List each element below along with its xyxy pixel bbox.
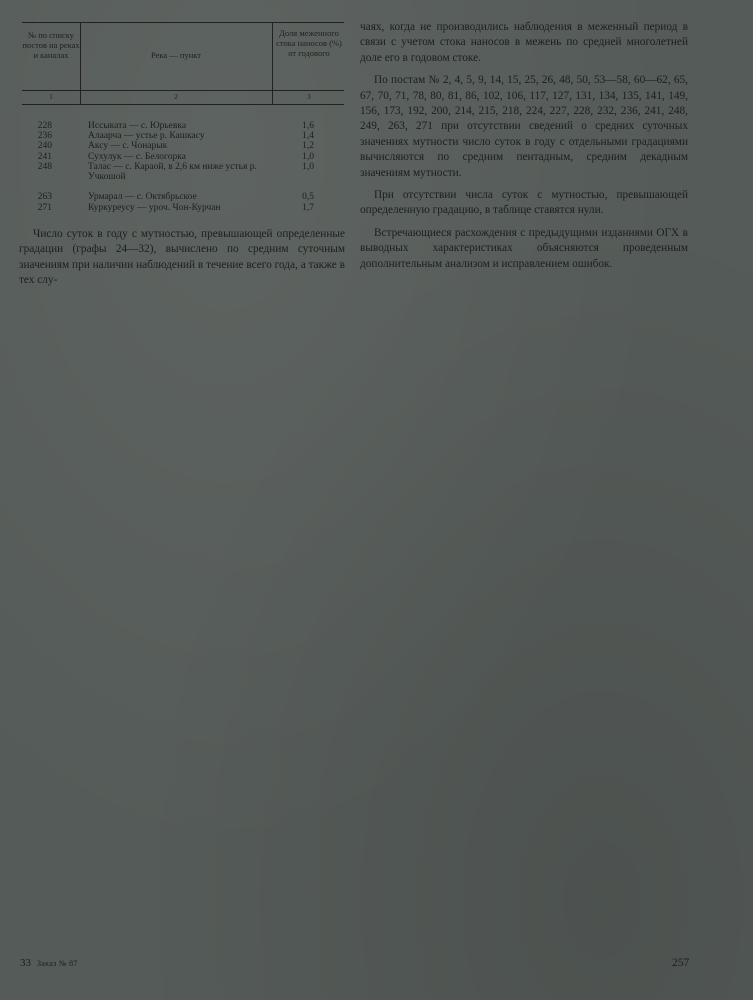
table-row — [22, 152, 344, 162]
share-value: 1,0 — [302, 161, 314, 172]
paragraph: По постам № 2, 4, 5, 9, 14, 15, 25, 26, 48, 50, 53—58, 60—62, 65, 67, 70, 71, 78, 80, 81, 86, 102, 106, 117, 127, 131, 134, 135, 141, 149, 156, 173, 192, 200, 214, 215, 218, 224, 227, 228, 232, 236, 241, 248, 249, 263, 271 при отсутствии сведений о средних суточных значениях мутности число суток в году с отдельными градациями вычисляются по средним пентадным, средним декадным значениям мутности. — [360, 74, 688, 179]
share-value: 0,5 — [302, 192, 314, 203]
paragraph: Число суток в году с мутностью, превышающей определенные градации (графы 24—32), вычислено по средним суточным значениям при наличии наблюдений в течение всего года, а также в тех слу- — [19, 228, 345, 287]
post-number: 241 — [37, 151, 52, 162]
paragraph: При отсутствии числа суток с мутностью, превышающей определенную градацию, в таблице ставятся нули. — [360, 189, 688, 217]
table-row — [22, 203, 344, 213]
order-number: Заказ № 87 — [37, 959, 78, 968]
post-number: 240 — [37, 141, 52, 152]
post-number: 263 — [37, 192, 52, 203]
post-number: 236 — [37, 131, 52, 142]
share-value: 1,0 — [302, 151, 314, 162]
paragraph: Встречающиеся расхождения с предыдущими изданиями ОГХ в выводных характеристиках объясняются проведенным дополнительным анализом и исправлением ошибок. — [360, 226, 688, 270]
right-text-column — [360, 20, 688, 272]
table-column-divider — [80, 22, 81, 104]
table-header-share: Доля меженного стока наносов (%) от годового — [276, 28, 342, 58]
table-column-number: 1 — [49, 93, 53, 101]
river-point: Алаарча — устье р. Кашкасу — [88, 131, 205, 142]
printer-signature — [20, 957, 78, 969]
share-value: 1,4 — [302, 131, 314, 142]
table-column-numbers-rule — [22, 104, 344, 105]
signature-number: 33 — [20, 957, 31, 969]
river-point: Сухулук — с. Белогорка — [88, 151, 186, 162]
river-point: Куркуреусу — уроч. Чон-Курчан — [88, 202, 221, 213]
river-point: Талас — с. Карaой, в 2,6 км ниже устья р. Учкошой — [88, 161, 257, 183]
paragraph: чаях, когда не производились наблюдения в меженный период в связи с учетом стока наносов в межень по средней многолетней доле его в годовом стоке. — [360, 21, 688, 64]
river-point: Иссыката — с. Юрьевка — [88, 121, 187, 131]
post-number: 271 — [37, 202, 52, 213]
table-column-number: 3 — [307, 93, 311, 101]
left-text-column — [19, 227, 345, 289]
table-row — [22, 121, 344, 131]
table-row — [22, 131, 344, 141]
share-value: 1,7 — [302, 202, 314, 213]
post-number: 228 — [37, 121, 52, 131]
river-point: Аксу — с. Чонарык — [88, 141, 168, 152]
table-column-divider — [272, 22, 273, 104]
table-top-rule — [22, 22, 344, 23]
table-row — [22, 192, 344, 202]
table-column-number: 2 — [174, 93, 178, 101]
table-header-river-point: Река — пункт — [151, 50, 201, 60]
share-value: 1,6 — [302, 121, 314, 131]
table-header-rule — [22, 90, 344, 91]
table-row — [22, 162, 344, 182]
table-body — [22, 121, 344, 213]
table-header-post-number: № по списку постов на реках и каналах — [22, 30, 80, 60]
post-number: 248 — [37, 161, 52, 172]
river-point: Урмарал — с. Октябрьское — [88, 192, 197, 203]
page-number: 257 — [672, 957, 690, 969]
table-row — [22, 141, 344, 151]
share-value: 1,2 — [302, 141, 314, 152]
